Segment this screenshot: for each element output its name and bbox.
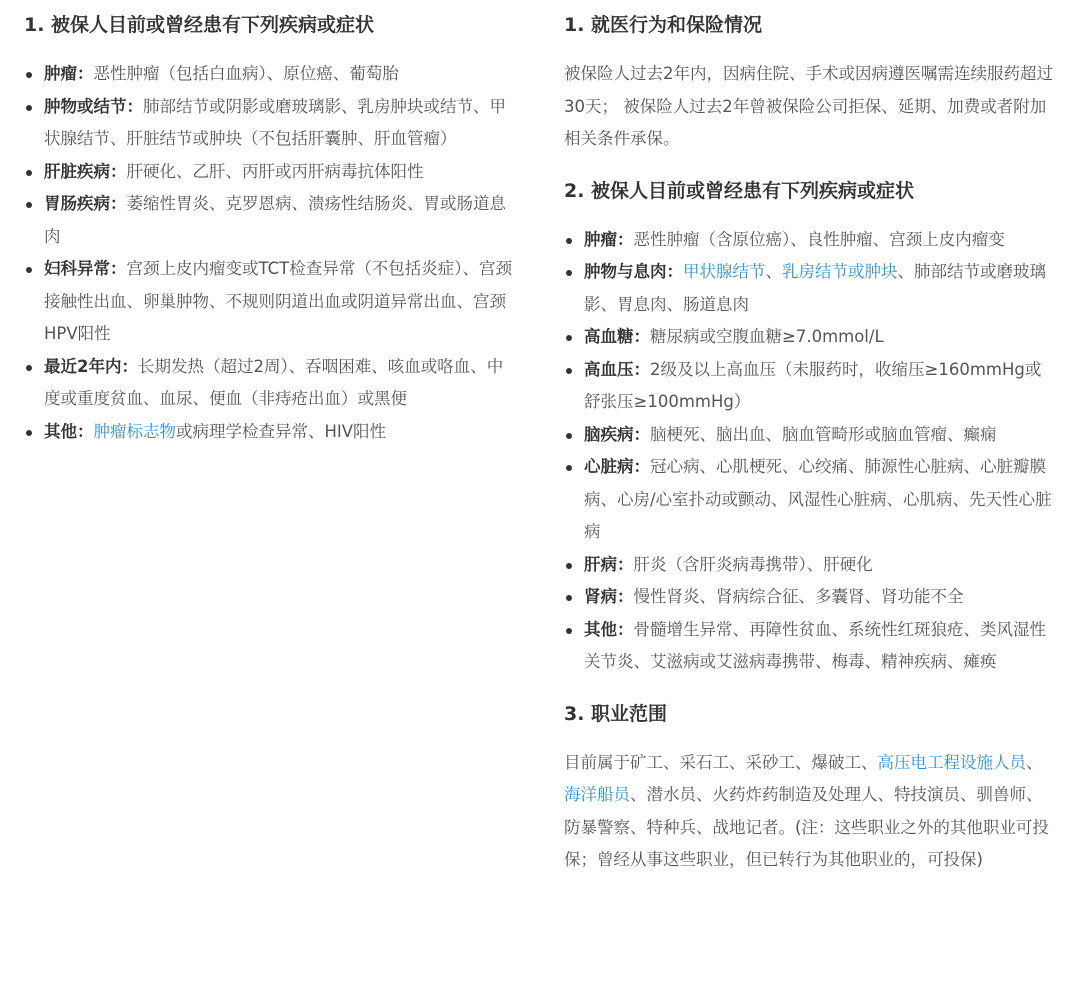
right-condition-title: 2. 被保人目前或曾经患有下列疾病或症状 <box>564 179 915 202</box>
item-term: 脑疾病 <box>584 424 634 444</box>
item-text: 2级及以上高血压（未服药时，收缩压≥160mmHg或舒张压≥100mmHg） <box>584 359 1042 411</box>
item-text: 、 <box>765 262 782 281</box>
medical-insurance-title: 1. 就医行为和保险情况 <box>564 14 763 36</box>
list-item <box>564 224 1054 257</box>
item-text: 糖尿病或空腹血糖≥7.0mmol/L <box>650 327 884 346</box>
item-term: 妇科异常 <box>44 259 110 278</box>
thyroid-nodule-link[interactable]: 甲状腺结节 <box>683 262 766 281</box>
item-text: 骨髓增生异常、再障性贫血、系统性红斑狼疮、类风湿性关节炎、艾滋病或艾滋病毒携带、梅毒、精神疾病、瘫痪 <box>584 619 1046 671</box>
item-text: 或病理学检查异常、HIV阳性 <box>176 421 387 441</box>
item-sep: ： <box>633 359 650 379</box>
list-item <box>24 91 516 156</box>
list-item <box>564 614 1054 679</box>
list-item <box>24 253 516 351</box>
high-voltage-worker-link[interactable]: 高压电工程设施人员 <box>877 752 1026 772</box>
right-condition-list <box>564 224 1054 679</box>
occupation-text <box>564 747 1054 877</box>
left-condition-list <box>24 58 516 448</box>
list-item <box>564 451 1054 549</box>
list-item <box>24 58 516 91</box>
item-text: 宫颈上皮内瘤变或TCT检查异常（不包括炎症）、宫颈接触性出血、卵巢肿物、不规则阴道出血或阴道异常出血、宫颈HPV阳性 <box>44 259 512 343</box>
item-text: 肺部结节或阴影或磨玻璃影、乳房肿块或结节、甲状腺结节、肝脏结节或肿块（不包括肝囊肿、肝血管瘤） <box>44 96 506 148</box>
item-sep: ： <box>633 327 650 346</box>
item-term: 肝脏疾病 <box>44 161 110 181</box>
occupation-text-mid: 、 <box>1026 752 1043 772</box>
list-item <box>564 354 1054 419</box>
list-item <box>564 256 1054 321</box>
left-section-title: 1. 被保人目前或曾经患有下列疾病或症状 <box>24 14 375 36</box>
left-column <box>24 0 516 448</box>
medical-insurance-text: 被保险人过去2年内，因病住院、手术或因病遵医嘱需连续服药超过30天； 被保险人过去2年曾被保险公司拒保、延期、加费或者附加相关条件承保。 <box>564 64 1053 148</box>
item-sep: ： <box>633 457 650 476</box>
list-item <box>564 581 1054 614</box>
item-text: 肝硬化、乙肝、丙肝或丙肝病毒抗体阳性 <box>126 161 424 181</box>
occupation-title: 3. 职业范围 <box>564 702 668 725</box>
item-term: 肿物或结节 <box>44 96 127 116</box>
item-sep: ： <box>110 161 127 181</box>
seafarer-link[interactable]: 海洋船员 <box>564 785 630 804</box>
item-text: 脑梗死、脑出血、脑血管畸形或脑血管瘤、癫痫 <box>650 424 997 444</box>
item-sep: ： <box>633 424 650 444</box>
item-sep: ： <box>126 96 143 116</box>
occupation-text-pre: 目前属于矿工、采石工、采砂工、爆破工、 <box>564 752 878 772</box>
right-column <box>564 0 1054 877</box>
item-text: 萎缩性胃炎、克罗恩病、溃疡性结肠炎、胃或肠道息肉 <box>44 194 506 246</box>
item-sep: ： <box>110 194 127 213</box>
list-item <box>24 416 516 449</box>
list-item <box>24 156 516 189</box>
breast-nodule-link[interactable]: 乳房结节或肿块 <box>782 262 898 281</box>
list-item <box>24 351 516 416</box>
item-text: 长期发热（超过2周）、吞咽困难、咳血或咯血、中度或重度贫血、血尿、便血（非痔疮出血）或黑便 <box>44 356 504 408</box>
item-sep: ： <box>617 229 634 249</box>
item-term: 肿瘤 <box>584 229 617 249</box>
item-term: 肾病 <box>584 587 617 606</box>
item-sep: ： <box>110 259 127 278</box>
item-sep: ： <box>617 554 634 574</box>
item-text: 、肺部结节或磨玻璃影、胃息肉、肠道息肉 <box>584 262 1046 314</box>
item-term: 最近2年内 <box>44 356 122 376</box>
item-sep: ： <box>77 64 94 83</box>
item-term: 肿瘤 <box>44 64 77 83</box>
item-term: 心脏病 <box>584 457 634 476</box>
occupation-text-post: 、潜水员、火药炸药制造及处理人、特技演员、驯兽师、防暴警察、特种兵、战地记者。(注：这些职业之外的其他职业可投保；曾经从事这些职业，但已转行为其他职业的，可投保) <box>564 785 1049 869</box>
list-item <box>24 188 516 253</box>
item-term: 肝病 <box>584 554 617 574</box>
item-sep: ： <box>617 587 634 606</box>
item-sep: ： <box>121 356 138 376</box>
item-term: 其他 <box>44 421 77 441</box>
tumor-marker-link[interactable]: 肿瘤标志物 <box>93 421 176 441</box>
item-text: 恶性肿瘤（包括白血病）、原位癌、葡萄胎 <box>93 64 399 83</box>
item-sep: ： <box>77 421 94 441</box>
item-text: 冠心病、心肌梗死、心绞痛、肺源性心脏病、心脏瓣膜病、心房/心室扑动或颤动、风湿性心脏病、心肌病、先天性心脏病 <box>584 457 1052 541</box>
item-term: 肿物与息肉 <box>584 262 667 281</box>
item-term: 其他 <box>584 619 617 639</box>
item-term: 高血糖 <box>584 327 634 346</box>
item-text: 慢性肾炎、肾病综合征、多囊肾、肾功能不全 <box>633 587 964 606</box>
list-item <box>564 321 1054 354</box>
item-text: 恶性肿瘤（含原位癌）、良性肿瘤、宫颈上皮内瘤变 <box>633 229 1005 249</box>
item-sep: ： <box>666 262 683 281</box>
item-text: 肝炎（含肝炎病毒携带）、肝硬化 <box>633 554 873 574</box>
item-term: 胃肠疾病 <box>44 194 110 213</box>
list-item <box>564 419 1054 452</box>
list-item <box>564 549 1054 582</box>
item-term: 高血压 <box>584 359 634 379</box>
item-sep: ： <box>617 619 634 639</box>
